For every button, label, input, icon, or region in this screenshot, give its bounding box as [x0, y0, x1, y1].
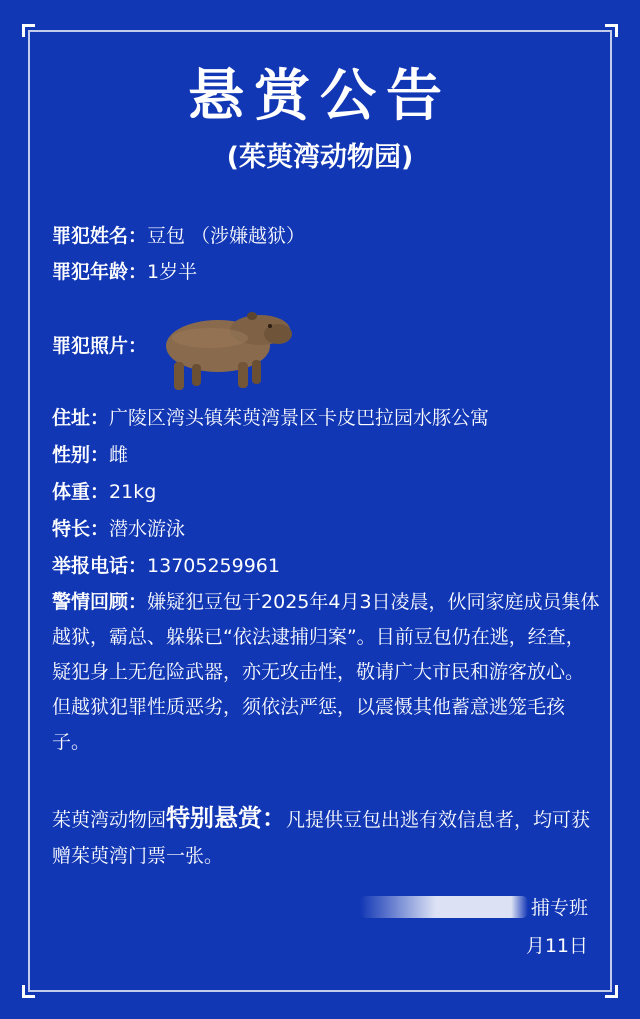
weight-label: 体重： [52, 481, 110, 503]
name-value: 豆包 （涉嫌越狱） [147, 225, 306, 247]
name-row [52, 222, 305, 250]
signature-team: 捕专班 [530, 897, 588, 919]
signature-date: 月11日 [525, 935, 588, 957]
age-row [52, 258, 197, 286]
age-label: 罪犯年龄： [52, 261, 148, 283]
sex-row [52, 441, 128, 469]
weight-value: 21kg [109, 481, 157, 503]
sex-value: 雌 [109, 444, 129, 466]
reward-highlight: 特别悬赏： [166, 804, 287, 832]
poster-subtitle: (茱萸湾动物园) [226, 142, 414, 173]
reward-paragraph [52, 800, 602, 874]
phone-label: 举报电话： [52, 555, 148, 577]
address-label: 住址： [52, 407, 110, 429]
corner-ornament [605, 24, 618, 37]
photo-label: 罪犯照片： [52, 335, 148, 357]
weight-row [52, 478, 156, 506]
sex-label: 性别： [52, 444, 110, 466]
incident-label: 警情回顾： [52, 591, 148, 613]
address-value: 广陵区湾头镇茱萸湾景区卡皮巴拉园水豚公寓 [109, 407, 490, 429]
skill-value: 潜水游泳 [109, 518, 186, 540]
capybara-photo [160, 304, 296, 396]
poster-title: 悬赏公告 [188, 64, 452, 129]
reward-text: 凡提供豆包出逃有效信息者，均可获赠茱萸湾门票一张。 [52, 809, 591, 867]
skill-label: 特长： [52, 518, 110, 540]
incident-paragraph [52, 585, 602, 760]
corner-ornament [22, 985, 35, 998]
name-label: 罪犯姓名： [52, 225, 148, 247]
phone-value: 13705259961 [147, 555, 280, 577]
incident-text: 嫌疑犯豆包于2025年4月3日凌晨，伙同家庭成员集体越狱，霸总、躲躲已“依法逮捕归案”。目前豆包仍在逃，经查，疑犯身上无危险武器，亦无攻击性，敬请广大市民和游客放心。但越狱犯罪性质恶劣，须依法严惩，以震慑其他蓄意逃笼毛孩子。 [52, 591, 600, 753]
redacted-area [360, 896, 528, 918]
skill-row [52, 515, 185, 543]
phone-row [52, 552, 280, 580]
corner-ornament [605, 985, 618, 998]
corner-ornament [22, 24, 35, 37]
address-row [52, 404, 489, 432]
reward-prefix: 茱萸湾动物园 [52, 809, 167, 831]
age-value: 1岁半 [147, 261, 198, 283]
